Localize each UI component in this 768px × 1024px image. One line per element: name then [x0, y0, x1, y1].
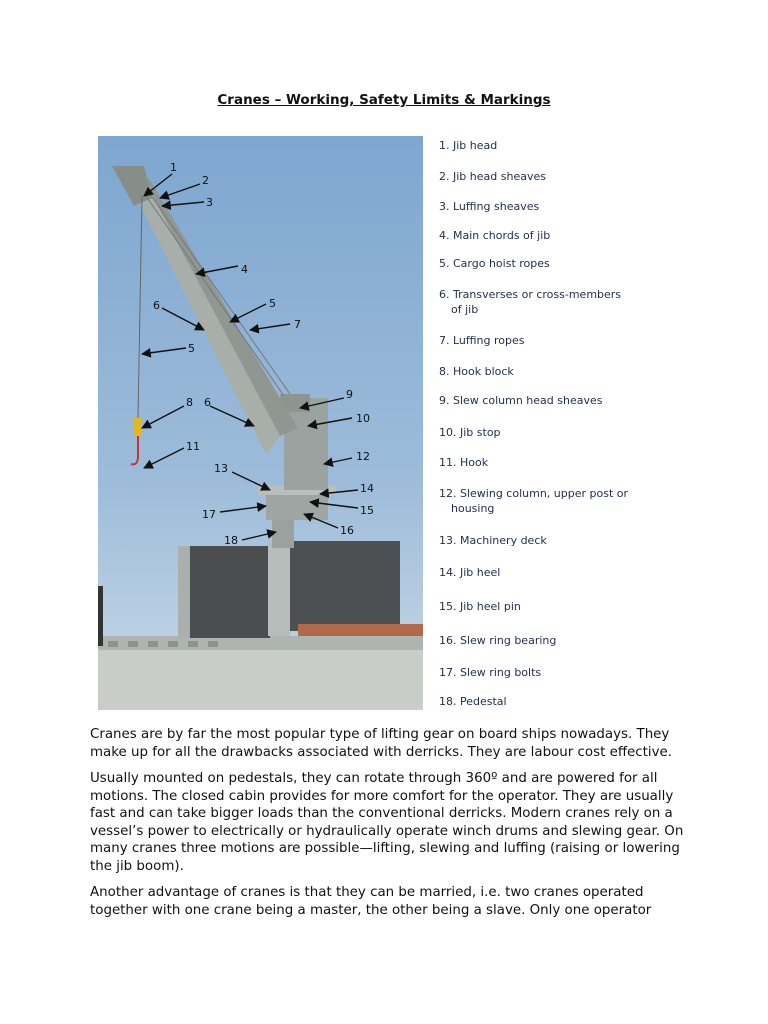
- legend-item: 18. Pedestal: [439, 695, 507, 708]
- paragraph: Usually mounted on pedestals, they can rotate through 360º and are powered for all motions. The closed cabin provides for more comfort for the operator. They are usually fast and can take bigger loads than the conventional derricks. Modern cranes rely on a vessel’s power to electrically or hydraulically operate winch drums and slewing gear. On many cranes three motions are possible—lifting, slewing and luffing (raising or lowering the jib boom).: [90, 771, 684, 874]
- legend-item: 3. Luffing sheaves: [439, 200, 540, 213]
- callout-13: 13: [214, 462, 228, 475]
- callout-12: 12: [356, 450, 370, 463]
- callout-7: 7: [294, 318, 301, 331]
- legend-item: 1. Jib head: [439, 139, 498, 152]
- page-title: Cranes – Working, Safety Limits & Markings: [217, 92, 551, 108]
- legend-item: 13. Machinery deck: [439, 534, 547, 547]
- legend-item: 5. Cargo hoist ropes: [439, 257, 550, 270]
- legend-item: 6. Transverses or cross-members of jib: [439, 288, 622, 316]
- callout-17: 17: [202, 508, 216, 521]
- crane-photo: [98, 136, 423, 710]
- callout-18: 18: [224, 534, 238, 547]
- callout-6a: 6: [153, 299, 160, 312]
- callout-1: 1: [170, 161, 177, 174]
- paragraph: Cranes are by far the most popular type of lifting gear on board ships nowadays. They make up for all the drawbacks associated with derricks. They are labour cost effective.: [90, 727, 673, 760]
- callout-11: 11: [186, 440, 200, 453]
- legend-item: 16. Slew ring bearing: [439, 634, 557, 647]
- callout-5a: 5: [269, 297, 276, 310]
- legend-item: 9. Slew column head sheaves: [439, 394, 603, 407]
- legend-item: 14. Jib heel: [439, 566, 501, 579]
- callout-6b: 6: [204, 396, 211, 409]
- callout-4: 4: [241, 263, 248, 276]
- legend-item: 2. Jib head sheaves: [439, 170, 546, 183]
- legend-item: 8. Hook block: [439, 365, 514, 378]
- legend-item: 15. Jib heel pin: [439, 600, 521, 613]
- legend-item: 4. Main chords of jib: [439, 229, 551, 242]
- paragraph: Another advantage of cranes is that they can be married, i.e. two cranes operated together with one crane being a master, the other being a slave. Only one operator: [90, 885, 652, 918]
- callout-8: 8: [186, 396, 193, 409]
- legend-item: 7. Luffing ropes: [439, 334, 525, 347]
- callout-14: 14: [360, 482, 374, 495]
- callout-3: 3: [206, 196, 213, 209]
- legend-item: 11. Hook: [439, 456, 489, 469]
- legend-item: 17. Slew ring bolts: [439, 666, 542, 679]
- callout-16: 16: [340, 524, 354, 537]
- callout-2: 2: [202, 174, 209, 187]
- callout-10: 10: [356, 412, 370, 425]
- callout-5b: 5: [188, 342, 195, 355]
- legend-item: 12. Slewing column, upper post or housing: [439, 487, 629, 515]
- legend-item: 10. Jib stop: [439, 426, 501, 439]
- callout-15: 15: [360, 504, 374, 517]
- body-text: [90, 726, 690, 928]
- callout-9: 9: [346, 388, 353, 401]
